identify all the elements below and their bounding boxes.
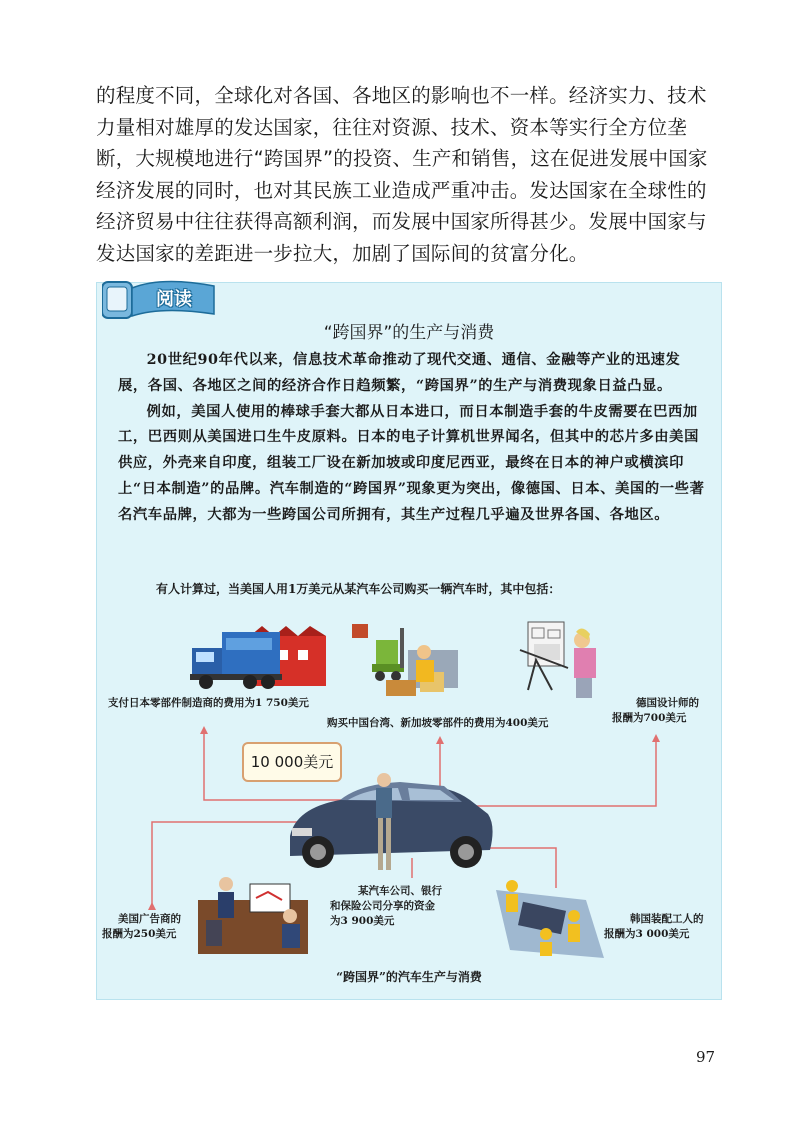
designer-illustration	[520, 622, 596, 698]
meeting-illustration	[198, 877, 308, 954]
caption-japan: 支付日本零部件制造商的费用为1 750美元	[108, 697, 309, 709]
caption-share-line3: 为3 900美元	[330, 915, 395, 927]
caption-german	[612, 696, 699, 726]
caption-korea	[604, 912, 704, 942]
price-box: 10 000美元	[242, 742, 342, 782]
caption-taiwan: 购买中国台湾、新加坡零部件的费用为400美元	[327, 717, 549, 729]
workshop-illustration	[352, 624, 458, 696]
car-illustration	[290, 773, 493, 870]
caption-german-line2: 报酬为700美元	[612, 712, 687, 724]
caption-korea-line2: 报酬为3 000美元	[604, 928, 690, 940]
caption-ad-line2: 报酬为250美元	[102, 928, 177, 940]
caption-ad	[102, 912, 181, 942]
caption-share-line1: 某汽车公司、银行	[358, 885, 442, 897]
reading-title: “跨国界”的生产与消费	[323, 323, 495, 343]
caption-share-line2: 和保险公司分享的资金	[330, 900, 435, 912]
reading-tag-label: 阅读	[156, 289, 192, 310]
caption-ad-line1: 美国广告商的	[118, 913, 181, 925]
caption-german-line1: 德国设计师的	[636, 697, 699, 709]
intro-paragraph: 的程度不同，全球化对各国、各地区的影响也不一样。经济实力、技术力量相对雄厚的发达国家，往往对资源、技术、资本等实行全方位垄断，大规模地进行“跨国界”的投资、生产和销售，这在促进发展中国家经济发展的同时，也对其民族工业造成严重冲击。发达国家在全球性的经济贸易中往往获得高额利润，而发展中国家所得甚少。发展中国家与发达国家的差距进一步拉大，加剧了国际间的贫富分化。	[96, 84, 708, 265]
caption-share	[330, 884, 442, 929]
figure-caption: “跨国界”的汽车生产与消费	[336, 970, 482, 984]
assembly-line-illustration	[496, 880, 604, 958]
truck-factory-illustration	[190, 626, 326, 689]
caption-korea-line1: 韩国装配工人的	[630, 913, 704, 925]
calc-intro: 有人计算过，当美国人用1万美元从某汽车公司购买一辆汽车时，其中包括：	[156, 582, 561, 596]
page-number: 97	[696, 1048, 716, 1066]
reading-paragraph-2: 例如，美国人使用的棒球手套大都从日本进口，而日本制造手套的牛皮需要在巴西加工，巴西则从美国进口生牛皮原料。日本的电子计算机世界闻名，但其中的芯片多由美国供应，外壳来自印度，组装工厂设在新加坡或印度尼西亚，最终在日本的神户或横滨印上“日本制造”的品牌。汽车制造的“跨国界”现象更为突出，像德国、日本、美国的一些著名汽车品牌，大都为一些跨国公司所拥有，其生产过程几乎遍及世界各国、各地区。	[118, 403, 705, 523]
reading-paragraph-1: 20世纪90年代以来，信息技术革命推动了现代交通、通信、金融等产业的迅速发展，各国、各地区之间的经济合作日趋频繁，“跨国界”的生产与消费现象日益凸显。	[118, 352, 681, 394]
